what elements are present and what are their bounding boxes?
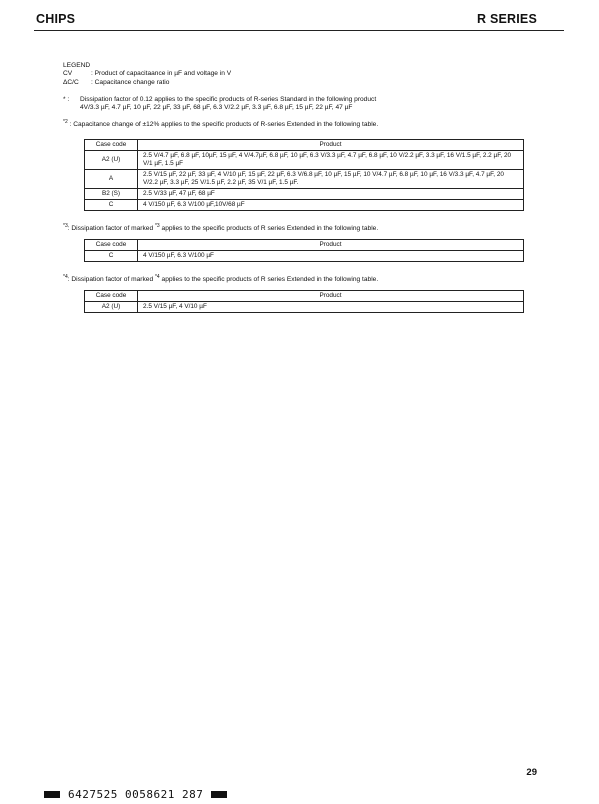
case-code-cell: B2 (S) — [85, 189, 138, 200]
note-mark: * : — [63, 96, 70, 103]
product-cell: 2.5 V/15 µF, 22 µF, 33 µF, 4 V/10 µF, 15 µF, 22 µF, 6.3 V/6.8 µF, 10 µF, 15 µF, 10 V/4.7 µF, 6.8 µF, 10 µF, 16 V/3.3 µF, 4.7 µF, 20 V/2.2 µF, 3.3 µF, 25 V/1.5 µF, 2.2 µF, 35 V/1 µF, 1.5 µF. — [138, 170, 524, 189]
table-header-row — [85, 140, 524, 151]
note-3 — [63, 225, 378, 233]
table-row — [85, 151, 524, 170]
col-header-case-code: Case code — [85, 240, 138, 251]
legend-row-cv — [63, 70, 231, 78]
legend-row-dcc — [63, 79, 231, 87]
legend — [63, 62, 231, 87]
table-capacitance-change — [84, 139, 524, 211]
case-code-cell: A2 (U) — [85, 302, 138, 313]
note-2 — [63, 121, 378, 129]
col-header-product: Product — [138, 291, 524, 302]
case-code-cell: A — [85, 170, 138, 189]
note-text: : Dissipation factor of marked — [67, 225, 155, 232]
legend-desc: : Product of capacitaance in µF and voltage in V — [91, 70, 232, 78]
col-header-case-code: Case code — [85, 291, 138, 302]
table-header-row — [85, 291, 524, 302]
table-row — [85, 200, 524, 211]
page-number: 29 — [526, 767, 537, 778]
note-text: applies to the specific products of R series Extended in the following table. — [159, 276, 379, 283]
case-code-cell: A2 (U) — [85, 151, 138, 170]
footnote-mark: *3 — [63, 223, 68, 229]
catalog-barcode — [44, 788, 227, 801]
footnote-mark: *4 — [154, 274, 160, 280]
product-cell: 2.5 V/4.7 µF, 6.8 µF, 10µF, 15 µF, 4 V/4.7µF, 6.8 µF, 10 µF, 6.3 V/3.3 µF, 4.7 µF, 6.8 µF, 10 V/2.2 µF, 3.3 µF, 16 V/1.5 µF, 2.2 µF, 20 V/1 µF, 1.5 µF — [138, 151, 524, 170]
product-cell: 4 V/150 µF, 6.3 V/100 µF,10V/68 µF — [138, 200, 524, 211]
legend-key: CV — [63, 70, 73, 78]
table-row — [85, 170, 524, 189]
note-product-list: 4V/3.3 µF, 4.7 µF, 10 µF, 22 µF, 33 µF, 68 µF, 6.3 V/2.2 µF, 3.3 µF, 6.8 µF, 15 µF, 22 µF, 47 µF — [80, 104, 353, 112]
table-header-row — [85, 240, 524, 251]
col-header-product: Product — [138, 140, 524, 151]
footnote-mark: *2 — [63, 119, 68, 125]
barcode-block-left — [44, 791, 60, 798]
product-cell: 2.5 V/33 µF, 47 µF, 68 µF — [138, 189, 524, 200]
case-code-cell: C — [85, 200, 138, 211]
footnote-mark: *3 — [154, 223, 160, 229]
note-text: Dissipation factor of 0.12 applies to the specific products of R-series Standard in the following product — [80, 96, 377, 103]
table-row — [85, 251, 524, 262]
note-text: applies to the specific products of R series Extended in the following table. — [159, 225, 379, 232]
note-text: : Capacitance change of ±12% applies to the specific products of R-series Extended in the following table. — [69, 121, 379, 128]
barcode-block-right — [211, 791, 227, 798]
legend-key: ΔC/C — [63, 78, 79, 86]
col-header-product: Product — [138, 240, 524, 251]
note-4 — [63, 276, 378, 284]
table-row — [85, 302, 524, 313]
note-1 — [63, 96, 376, 113]
note-text: : Dissipation factor of marked — [67, 276, 155, 283]
header-left-title: CHIPS — [36, 12, 76, 26]
table-dissipation-4 — [84, 290, 524, 313]
case-code-cell: C — [85, 251, 138, 262]
table-row — [85, 189, 524, 200]
legend-desc: : Capacitance change ratio — [91, 78, 170, 86]
product-cell: 2.5 V/15 µF, 4 V/10 µF — [138, 302, 524, 313]
catalog-code: 6427525 0058621 287 — [68, 788, 204, 801]
header-right-title: R SERIES — [477, 12, 537, 26]
legend-title: LEGEND — [63, 62, 91, 69]
footnote-mark: *4 — [63, 274, 68, 280]
col-header-case-code: Case code — [85, 140, 138, 151]
table-dissipation-3 — [84, 239, 524, 262]
header-rule — [34, 30, 564, 31]
product-cell: 4 V/150 µF, 6.3 V/100 µF — [138, 251, 524, 262]
